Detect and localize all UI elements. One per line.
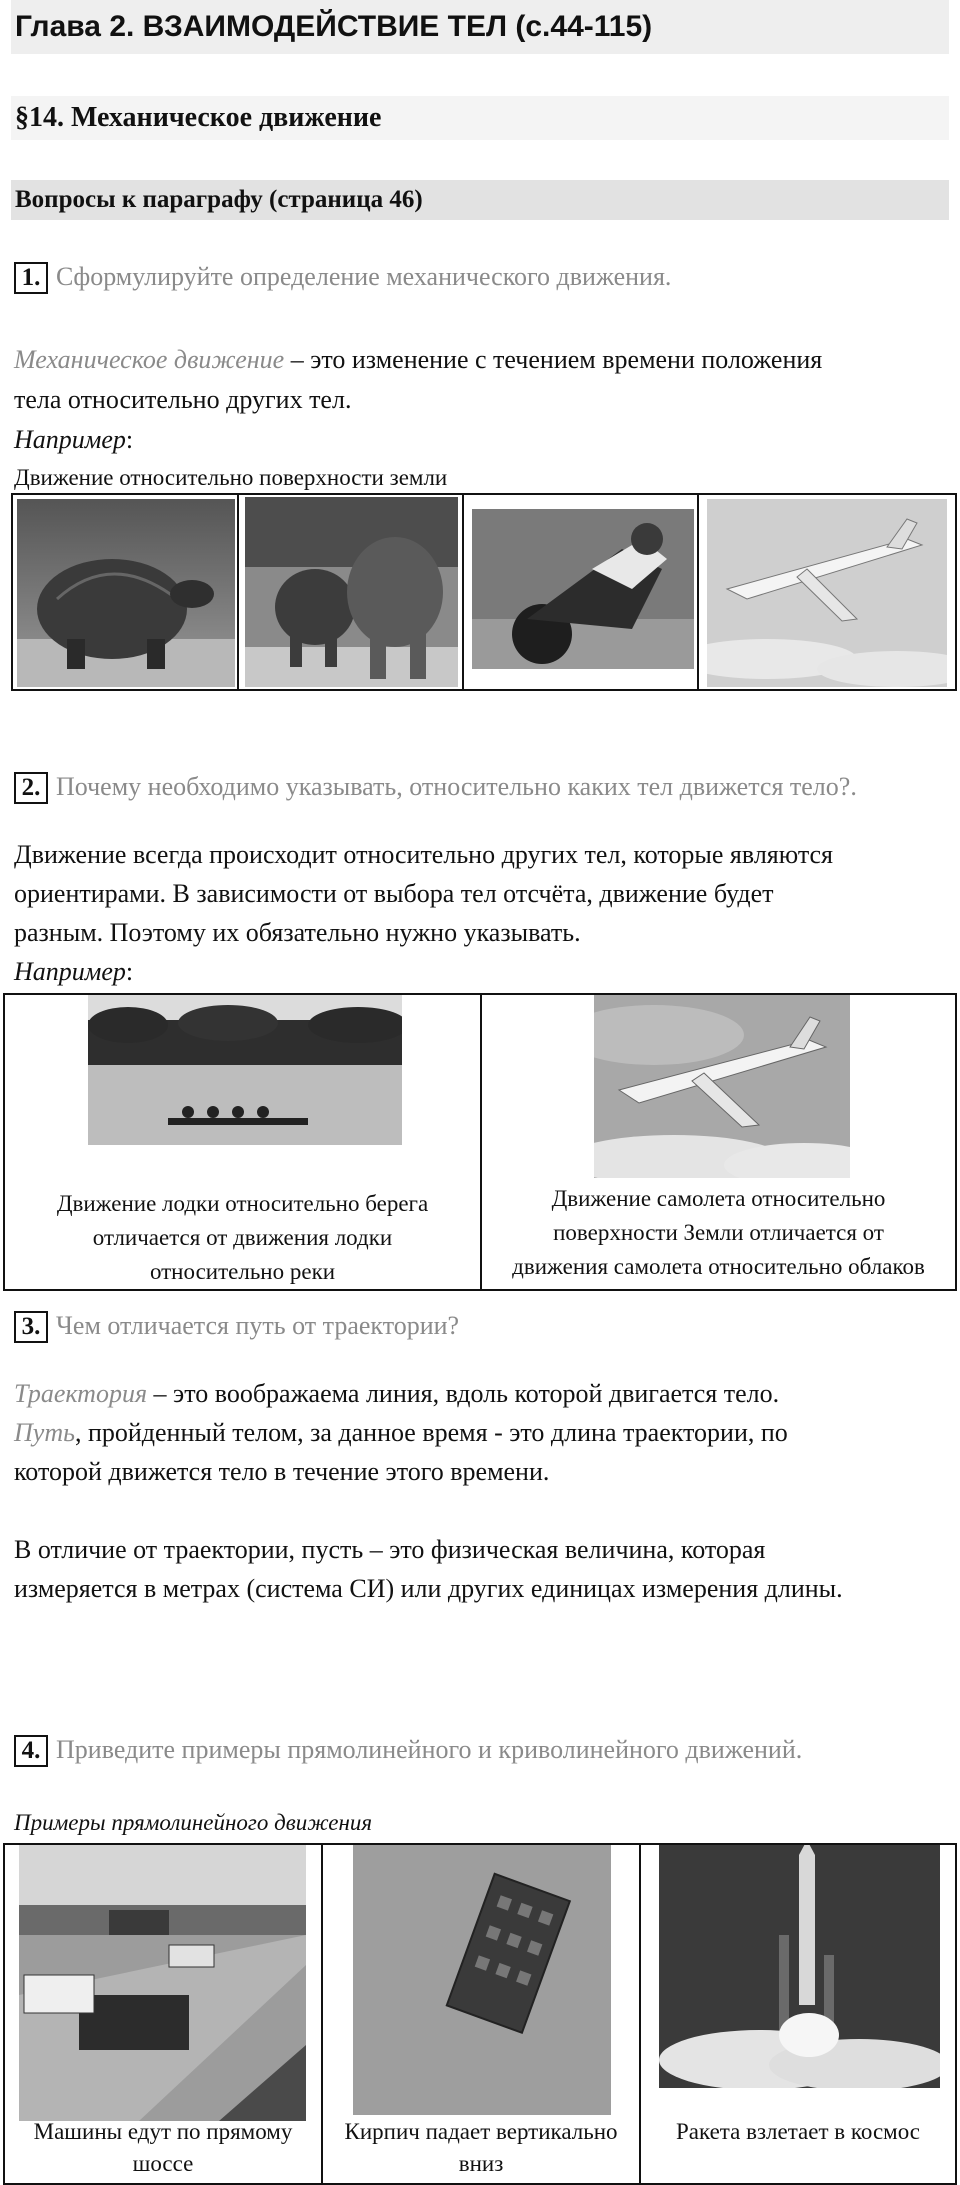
table-cell-brick <box>323 1845 641 2183</box>
q1-images-caption: Движение относительно поверхности земли <box>14 465 448 490</box>
question-3 <box>14 1311 459 1343</box>
caption-line: относительно реки <box>149 1259 336 1284</box>
caption-line: шоссе <box>132 2151 194 2176</box>
image-cell <box>699 495 955 689</box>
question-1 <box>14 262 671 294</box>
rocket-launch-image <box>659 1845 940 2088</box>
term: Путь <box>14 1418 75 1447</box>
q3-answer-line-4: В отличие от траектории, пусть – это физическая величина, которая <box>14 1535 766 1564</box>
chapter-title: Глава 2. ВЗАИМОДЕЙСТВИЕ ТЕЛ (с.44-115) <box>11 0 949 54</box>
table-cell-highway <box>5 1845 323 2183</box>
falling-brick-image <box>353 1845 611 2115</box>
airplane-image <box>707 499 947 687</box>
q3-answer-line-3: которой движется тело в течение этого времени. <box>14 1457 550 1486</box>
table-cell-rocket <box>641 1845 955 2183</box>
motorcycle-image <box>472 509 694 669</box>
example-label: Например <box>14 957 126 986</box>
definition-text: – это воображаема линия, вдоль которой двигается тело. <box>147 1379 780 1408</box>
caption-line: поверхности Земли отличается от <box>553 1220 884 1245</box>
term: Механическое движение <box>14 345 285 374</box>
q2-answer-line-3: разным. Поэтому их обязательно нужно указывать. <box>14 918 581 947</box>
caption-line: Ракета взлетает в космос <box>675 2119 920 2144</box>
caption-line: вниз <box>458 2151 504 2176</box>
elephants-image <box>245 497 458 687</box>
example-colon: : <box>125 957 134 986</box>
caption-line: отличается от движения лодки <box>92 1225 393 1250</box>
caption-line: Кирпич падает вертикально <box>344 2119 618 2144</box>
definition-text: , пройденный телом, за данное время - это длина траектории, по <box>74 1418 788 1447</box>
question-2 <box>14 772 857 804</box>
q2-example-label <box>14 952 133 992</box>
table-cell-plane <box>482 995 955 1289</box>
airplane-clouds-image <box>594 995 850 1178</box>
question-number: 1. <box>14 262 48 294</box>
caption-line: Машины едут по прямому <box>33 2119 293 2144</box>
questions-header: Вопросы к параграфу (страница 46) <box>11 180 949 220</box>
question-4 <box>14 1735 802 1767</box>
section-title: §14. Механическое движение <box>11 96 949 140</box>
image-cell <box>464 495 699 689</box>
caption-line: Движение лодки относительно берега <box>56 1191 429 1216</box>
example-colon: : <box>125 425 134 454</box>
example-label: Например <box>14 425 126 454</box>
q4-subheading: Примеры прямолинейного движения <box>14 1810 373 1835</box>
question-number: 3. <box>14 1311 48 1343</box>
question-text: Чем отличается путь от траектории? <box>56 1311 460 1340</box>
highway-trucks-image <box>19 1845 306 2121</box>
q4-example-table <box>3 1843 957 2185</box>
caption-line: Движение самолета относительно <box>551 1186 886 1211</box>
q3-answer-line-2 <box>14 1413 788 1453</box>
q1-example-label <box>14 420 133 460</box>
q2-example-table <box>3 993 957 1291</box>
question-number: 2. <box>14 772 48 804</box>
image-cell <box>239 495 464 689</box>
q3-answer-line-1 <box>14 1374 779 1414</box>
q2-answer-line-1: Движение всегда происходит относительно других тел, которые являются <box>14 840 834 869</box>
tortoise-image <box>17 499 235 687</box>
question-text: Почему необходимо указывать, относительно каких тел движется тело?. <box>56 772 857 801</box>
q1-image-strip <box>11 493 957 691</box>
question-text: Приведите примеры прямолинейного и криволинейного движений. <box>56 1735 803 1764</box>
q3-answer-line-5: измеряется в метрах (система СИ) или других единицах измерения длины. <box>14 1574 843 1603</box>
q2-answer-line-2: ориентирами. В зависимости от выбора тел отсчёта, движение будет <box>14 879 774 908</box>
image-cell <box>13 495 239 689</box>
question-text: Сформулируйте определение механического движения. <box>56 262 672 291</box>
q1-answer-line-2: тела относительно других тел. <box>14 385 352 414</box>
rowing-boat-image <box>88 995 402 1145</box>
definition-text: – это изменение с течением времени положения <box>284 345 823 374</box>
q1-answer-line-1 <box>14 340 822 380</box>
term: Траектория <box>14 1379 148 1408</box>
caption-line: движения самолета относительно облаков <box>512 1254 925 1279</box>
table-cell-boat <box>5 995 482 1289</box>
question-number: 4. <box>14 1735 48 1767</box>
